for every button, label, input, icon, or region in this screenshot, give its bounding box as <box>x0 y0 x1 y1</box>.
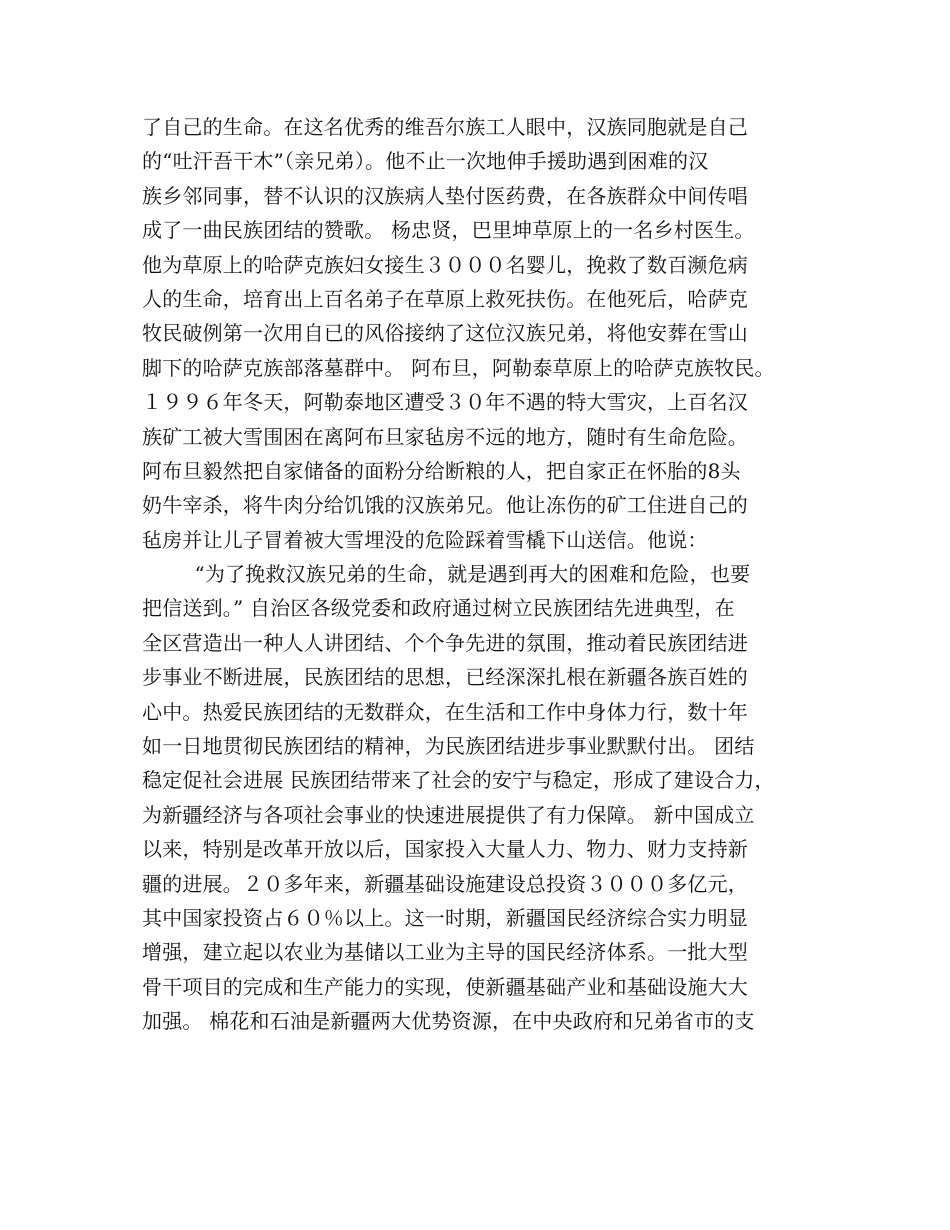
text-line: 骨干项目的完成和生产能力的实现，使新疆基础产业和基础设施大大 <box>142 974 748 999</box>
text-line: 稳定促社会进展 民族团结带来了社会的安宁与稳定，形成了建设合力， <box>142 768 775 793</box>
body-text <box>142 110 842 1039</box>
text-line: 阿布旦毅然把自家储备的面粉分给断粮的人，把自家正在怀胎的8头 <box>142 458 741 483</box>
text-line: 全区营造出一种人人讲团结、个个争先进的氛围，推动着民族团结进 <box>142 630 748 655</box>
text-line: 心中。热爱民族团结的无数群众，在生活和工作中身体力行，数十年 <box>142 699 748 724</box>
text-line: 成了一曲民族团结的赞歌。 杨忠贤，巴里坤草原上的一名乡村医生。 <box>142 218 755 243</box>
text-line: 奶牛宰杀，将牛肉分给饥饿的汉族弟兄。他让冻伤的矿工住进自己的 <box>142 493 748 518</box>
text-line: 他为草原上的哈萨克族妇女接生３０００名婴儿，挽救了数百濒危病 <box>142 252 748 277</box>
text-line: 为新疆经济与各项社会事业的快速进展提供了有力保障。 新中国成立 <box>142 802 755 827</box>
text-line: 疆的进展。２０多年来，新疆基础设施建设总投资３０００多亿元， <box>142 871 748 896</box>
text-line: 了自己的生命。在这名优秀的维吾尔族工人眼中，汉族同胞就是自己 <box>142 115 748 139</box>
text-line: １９９６年冬天，阿勒泰地区遭受３０年不遇的特大雪灾，上百名汉 <box>142 390 748 415</box>
text-line: 步事业不断进展，民族团结的思想，已经深深扎根在新疆各族百姓的 <box>142 665 748 690</box>
text-line: 如一日地贯彻民族团结的精神，为民族团结进步事业默默付出。 团结 <box>142 734 755 759</box>
text-line: 以来，特别是改革开放以后，国家投入大量人力、物力、财力支持新 <box>142 837 748 862</box>
text-line: 加强。 棉花和石油是新疆两大优势资源，在中央政府和兄弟省市的支 <box>142 1009 755 1034</box>
text-line: 族乡邻同事，替不认识的汉族病人垫付医药费，在各族群众中间传唱 <box>142 183 748 208</box>
text-line: 把信送到。” 自治区各级党委和政府通过树立民族团结先进典型，在 <box>142 596 735 621</box>
text-line: 增强，建立起以农业为基储以工业为主导的国民经济体系。一批大型 <box>142 940 748 965</box>
text-line: “为了挽救汉族兄弟的生命，就是遇到再大的困难和危险，也要 <box>142 562 751 587</box>
text-line: 人的生命，培育出上百名弟子在草原上救死扶伤。在他死后，哈萨克 <box>142 286 748 311</box>
text-line: 其中国家投资占６０％以上。这一时期，新疆国民经济综合实力明显 <box>142 905 748 930</box>
text-line: 毡房并让儿子冒着被大雪埋没的危险踩着雪橇下山送信。他说： <box>142 527 708 552</box>
text-line: 族矿工被大雪围困在离阿布旦家毡房不远的地方，随时有生命危险。 <box>142 424 748 449</box>
text-line: 的“吐汗吾干木”（亲兄弟）。他不止一次地伸手援助遇到困难的汉 <box>142 149 709 174</box>
text-line: 牧民破例第一次用自已的风俗接纳了这位汉族兄弟，将他安葬在雪山 <box>142 321 748 346</box>
text-line: 脚下的哈萨克族部落墓群中。 阿布旦，阿勒泰草原上的哈萨克族牧民。 <box>142 355 775 380</box>
